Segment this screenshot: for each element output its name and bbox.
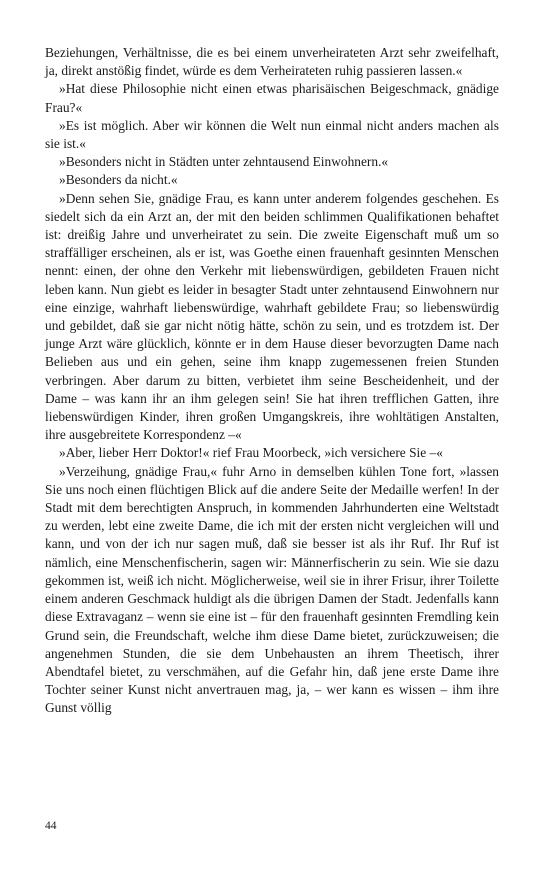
paragraph-8: »Verzeihung, gnädige Frau,« fuhr Arno in demselben kühlen Tone fort, »lassen Sie uns noch einen flüchtigen Blick auf die andere Seite der Medaille werfen! In der Stadt mit dem berechtigten Anspruch, in kommenden Jahrhunderten eine Weltstadt zu werden, lebt eine zweite Dame, die ich mit der ersten nicht vergleichen will und kann, und von der ich nur sagen muß, daß sie besser ist als ihr Ruf. Ihr Ruf ist nämlich, eine Menschenfischerin, sagen wir: Männerfischerin zu sein. Wie sie dazu gekommen ist, weiß ich nicht. Möglicherweise, weil sie in ihrer Frisur, ihrer Toilette einem anderen Geschmack huldigt als die übrigen Damen der Stadt. Jedenfalls kann diese Extravaganz – wenn sie eine ist – für den frauenhaft gesinnten Fremdling kein Grund sein, die Freundschaft, welche ihm diese Dame bietet, zurückzuweisen; die angenehmen Stunden, die sie dem Unbehausten an ihrem Theetisch, ihrer Abendtafel bietet, zu verschmähen, auf die Gefahr hin, daß jene erste Dame ihre Tochter seiner Kunst nicht anvertrauen mag, ja, – wer kann es wissen – ihm ihre Gunst völlig: [45, 463, 499, 716]
paragraph-6: »Denn sehen Sie, gnädige Frau, es kann unter anderem folgendes geschehen. Es siedelt sich da ein Arzt an, der mit den beiden schlimmen Qualifikationen behaftet ist: dreißig Jahre und unverheiratet zu sein. Die zweite Eigenschaft muß um so straffälliger erscheinen, als er ist, was Goethe einen frauenhaft gesinnten Menschen nennt: einen, der ohne den Verkehr mit liebenswürdigen, gebildeten Frauen nicht leben kann. Nun giebt es leider in besagter Stadt unter zehntausend Einwohnern nur eine einzige, wahrhaft liebenswürdige, wahrhaft gebildete Frau; so liebenswürdig und gebildet, daß sie gar nicht nötig hätte, schön zu sein, und es trotzdem ist. Der junge Arzt wäre glücklich, könnte er in dem Hause dieser bevorzugten Dame nach Belieben aus und ein gehen, seine ihm knapp zugemessenen freien Stunden verbringen. Aber darum zu bitten, verbietet ihm seine Bescheidenheit, und der Dame – was kann ihr an ihm gelegen sein! Sie hat ihren trefflichen Gatten, ihre liebenswürdigen Kinder, ihren großen Umgangskreis, ihre wohltätigen Anstalten, ihre ausgebreitete Korrespondenz –«: [45, 190, 499, 443]
paragraph-5: »Besonders da nicht.«: [59, 172, 178, 188]
paragraph-2: »Hat diese Philosophie nicht einen etwas pharisäischen Beigeschmack, gnädige Frau?«: [45, 81, 499, 115]
page-number: 44: [45, 820, 57, 832]
book-page-text: [45, 44, 499, 718]
paragraph-7: »Aber, lieber Herr Doktor!« rief Frau Moorbeck, »ich versichere Sie –«: [59, 445, 443, 461]
paragraph-1: Beziehungen, Verhältnisse, die es bei einem unverheirateten Arzt sehr zweifelhaft, ja, direkt anstößig findet, würde es dem Verheirateten ruhig passieren lassen.«: [45, 45, 499, 79]
paragraph-4: »Besonders nicht in Städten unter zehntausend Einwohnern.«: [59, 154, 389, 170]
paragraph-3: »Es ist möglich. Aber wir können die Welt nun einmal nicht anders machen als sie ist.«: [45, 117, 499, 152]
